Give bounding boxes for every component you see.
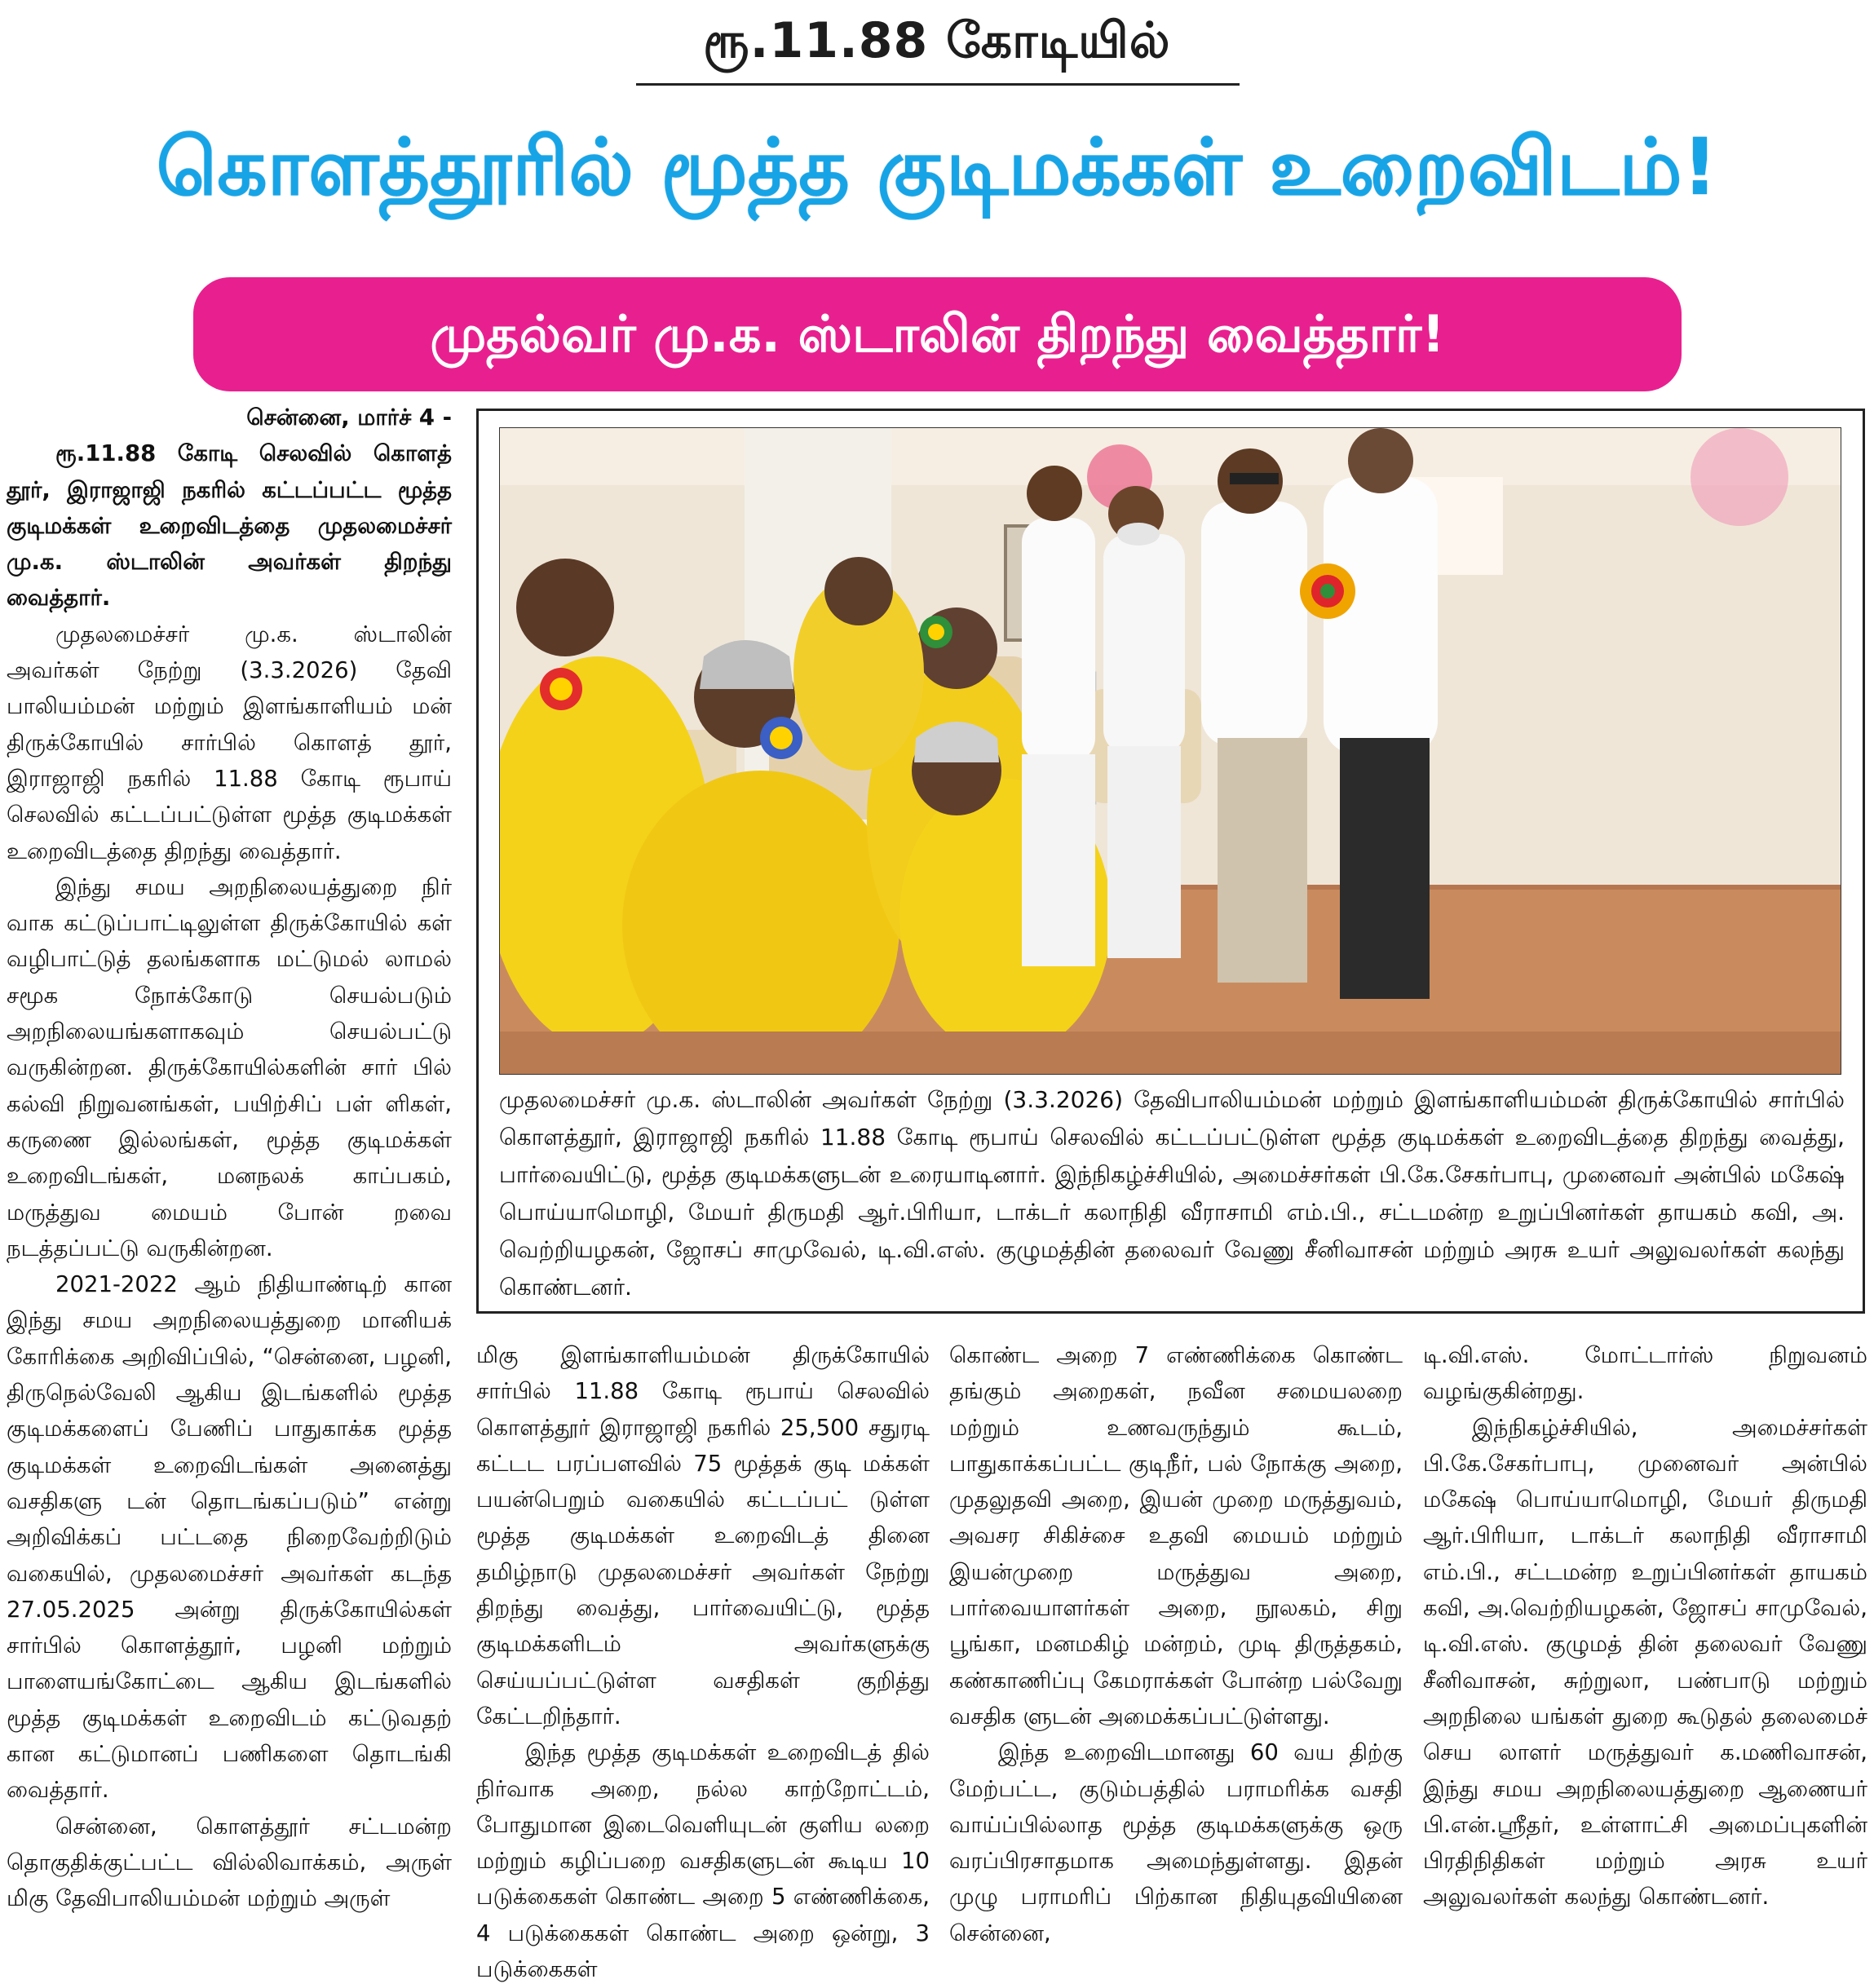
article-column-3 — [949, 1337, 1403, 1951]
article-column-4 — [1423, 1337, 1867, 1915]
kicker-line: ரூ.11.88 கோடியில் — [703, 12, 1171, 69]
article-column-1 — [7, 400, 452, 1916]
photo-caption: முதலமைச்சர் மு.க. ஸ்டாலின் அவர்கள் நேற்று (3.3.2026) தேவிபாலியம்மன் மற்றும் இளங்காளியம்மன் திருக்கோயில் சார்பில் கொளத்தூர், இராஜாஜி நகரில் 11.88 கோடி ரூபாய் செலவில் கட்டப்பட்டுள்ள மூத்த குடிமக்கள் உறைவிடத்தை திறந்து வைத்து, பார்வையிட்டு, மூத்த குடிமக்களுடன் உரையாடினார். இந்நிகழ்ச்சியில், அமைச்சர்கள் பி.கே.சேகர்பாபு, முனைவர் அன்பில் மகேஷ் பொய்யாமொழி, மேயர் திருமதி ஆர்.பிரியா, டாக்டர் கலாநிதி வீராசாமி எம்.பி., சட்டமன்ற உறுப்பினர்கள் தாயகம் கவி, அ. வெற்றியழகன், ஜோசப் சாமுவேல், டி.வி.எஸ். குழுமத்தின் தலைவர் வேணு சீனிவாசன் மற்றும் அரசு உயர் அலுவலர்கள் கலந்து கொண்டனர். — [499, 1086, 1845, 1301]
news-photo — [499, 427, 1841, 1075]
body-paragraph: 2021-2022 ஆம் நிதியாண்டிற் கான இந்து சமய அறநிலையத்துறை மானியக் கோரிக்கை அறிவிப்பில், “சென்னை, பழனி, திருநெல்வேலி ஆகிய இடங்களில் மூத்த குடிமக்களைப் பேணிப் பாதுகாக்க மூத்த குடிமக்கள் உறைவிடங்கள் அனைத்து வசதிகளு டன் தொடங்கப்படும்” என்று அறிவிக்கப் பட்டதை நிறைவேற்றிடும் வகையில், முதலமைச்சர் அவர்கள் கடந்த 27.05.2025 அன்று திருக்கோயில்கள் சார்பில் கொளத்தூர், பழனி மற்றும் பாளையங்கோட்டை ஆகிய இடங்களில் மூத்த குடிமக்கள் உறைவிடம் கட்டுவதற் கான கட்டுமானப் பணிகளை தொடங்கி வைத்தார். — [7, 1271, 452, 1804]
body-paragraph: இந்த மூத்த குடிமக்கள் உறைவிடத் தில் நிர்வாக அறை, நல்ல காற்றோட்டம், போதுமான இடைவெளியுடன் குளிய லறை மற்றும் கழிப்பறை வசதிகளுடன் கூடிய 10 படுக்கைகள் கொண்ட அறை 5 எண்ணிக்கை, 4 படுக்கைகள் கொண்ட அறை ஒன்று, 3 படுக்கைகள் — [476, 1739, 930, 1983]
article-column-2 — [476, 1337, 930, 1987]
subhead: முதல்வர் மு.க. ஸ்டாலின் திறந்து வைத்தார்! — [430, 304, 1445, 364]
body-paragraph: கொண்ட அறை 7 எண்ணிக்கை கொண்ட தங்கும் அறைகள், நவீன சமையலறை மற்றும் உணவருந்தும் கூடம், பாதுகாக்கப்பட்ட குடிநீர், பல் நோக்கு அறை, முதலுதவி அறை, இயன் முறை மருத்துவம், அவசர சிகிச்சை உதவி மையம் மற்றும் இயன்முறை மருத்துவ அறை, பார்வையாளர்கள் அறை, நூலகம், சிறு பூங்கா, மனமகிழ் மன்றம், முடி திருத்தகம், கண்காணிப்பு கேமராக்கள் போன்ற பல்வேறு வசதிக ளுடன் அமைக்கப்பட்டுள்ளது. — [949, 1342, 1403, 1730]
dateline: சென்னை, மார்ச் 4 - — [246, 404, 452, 431]
body-paragraph: முதலமைச்சர் மு.க. ஸ்டாலின் அவர்கள் நேற்று (3.3.2026) தேவி பாலியம்மன் மற்றும் இளங்காளியம் மன் திருக்கோயில் சார்பில் கொளத் தூர், இராஜாஜி நகரில் 11.88 கோடி ரூபாய் செலவில் கட்டப்பட்டுள்ள மூத்த குடிமக்கள் உறைவிடத்தை திறந்து வைத்தார். — [7, 621, 452, 864]
lead-paragraph: ரூ.11.88 கோடி செலவில் கொளத் தூர், இராஜாஜி நகரில் கட்டப்பட்ட மூத்த குடிமக்கள் உறைவிடத்தை முதலமைச்சர் மு.க. ஸ்டாலின் அவர்கள் திறந்து வைத்தார். — [7, 440, 452, 612]
body-paragraph: இந்நிகழ்ச்சியில், அமைச்சர்கள் பி.கே.சேகர்பாபு, முனைவர் அன்பில் மகேஷ் பொய்யாமொழி, மேயர் திருமதி ஆர்.பிரியா, டாக்டர் கலாநிதி வீராசாமி எம்.பி., சட்டமன்ற உறுப்பினர்கள் தாயகம் கவி, அ.வெற்றியழகன், ஜோசப் சாமுவேல், டி.வி.எஸ். குழுமத் தின் தலைவர் வேணு சீனிவாசன், சுற்றுலா, பண்பாடு மற்றும் அறநிலை யங்கள் துறை கூடுதல் தலைமைச் செய லாளர் மருத்துவர் க.மணிவாசன், இந்து சமய அறநிலையத்துறை ஆணையர் பி.என்.ஸ்ரீதர், உள்ளாட்சி அமைப்புகளின் பிரதிநிதிகள் மற்றும் அரசு உயர் அலுவலர்கள் கலந்து கொண்டனர். — [1423, 1414, 1867, 1911]
body-paragraph: இந்து சமய அறநிலையத்துறை நிர் வாக கட்டுப்பாட்டிலுள்ள திருக்கோயில் கள் வழிபாட்டுத் தலங்களாக மட்டுமல் லாமல் சமூக நோக்கோடு செயல்படும் அறநிலையங்களாகவும் செயல்பட்டு வருகின்றன. திருக்கோயில்களின் சார் பில் கல்வி நிறுவனங்கள், பயிற்சிப் பள் ளிகள், கருணை இல்லங்கள், மூத்த குடிமக்கள் உறைவிடங்கள், மனநலக் காப்பகம், மருத்துவ மையம் போன் றவை நடத்தப்பட்டு வருகின்றன. — [7, 873, 452, 1261]
body-paragraph: சென்னை, கொளத்தூர் சட்டமன்ற தொகுதிக்குட்பட்ட வில்லிவாக்கம், அருள் மிகு தேவிபாலியம்மன் மற்றும் அருள் — [7, 1813, 452, 1912]
body-paragraph: இந்த உறைவிடமானது 60 வய திற்கு மேற்பட்ட, குடும்பத்தில் பராமரிக்க வசதி வாய்ப்பில்லாத மூத்த குடிமக்களுக்கு ஒரு வரப்பிரசாதமாக அமைந்துள்ளது. இதன் முழு பராமரிப் பிற்கான நிதியுதவியினை சென்னை, — [949, 1739, 1403, 1946]
kicker-underline — [636, 83, 1240, 86]
main-headline: கொளத்தூரில் மூத்த குடிமக்கள் உறைவிடம்! — [156, 121, 1718, 213]
body-paragraph: டி.வி.எஸ். மோட்டார்ஸ் நிறுவனம் வழங்குகின்றது. — [1423, 1342, 1867, 1405]
body-paragraph: மிகு இளங்காளியம்மன் திருக்கோயில் சார்பில் 11.88 கோடி ரூபாய் செலவில் கொளத்தூர் இராஜாஜி நகரில் 25,500 சதுரடி கட்டட பரப்பளவில் 75 மூத்தக் குடி மக்கள் பயன்பெறும் வகையில் கட்டப்பட் டுள்ள மூத்த குடிமக்கள் உறைவிடத் தினை தமிழ்நாடு முதலமைச்சர் அவர்கள் நேற்று திறந்து வைத்து, பார்வையிட்டு, மூத்த குடிமக்களிடம் அவர்களுக்கு செய்யப்பட்டுள்ள வசதிகள் குறித்து கேட்டறிந்தார். — [476, 1342, 930, 1730]
